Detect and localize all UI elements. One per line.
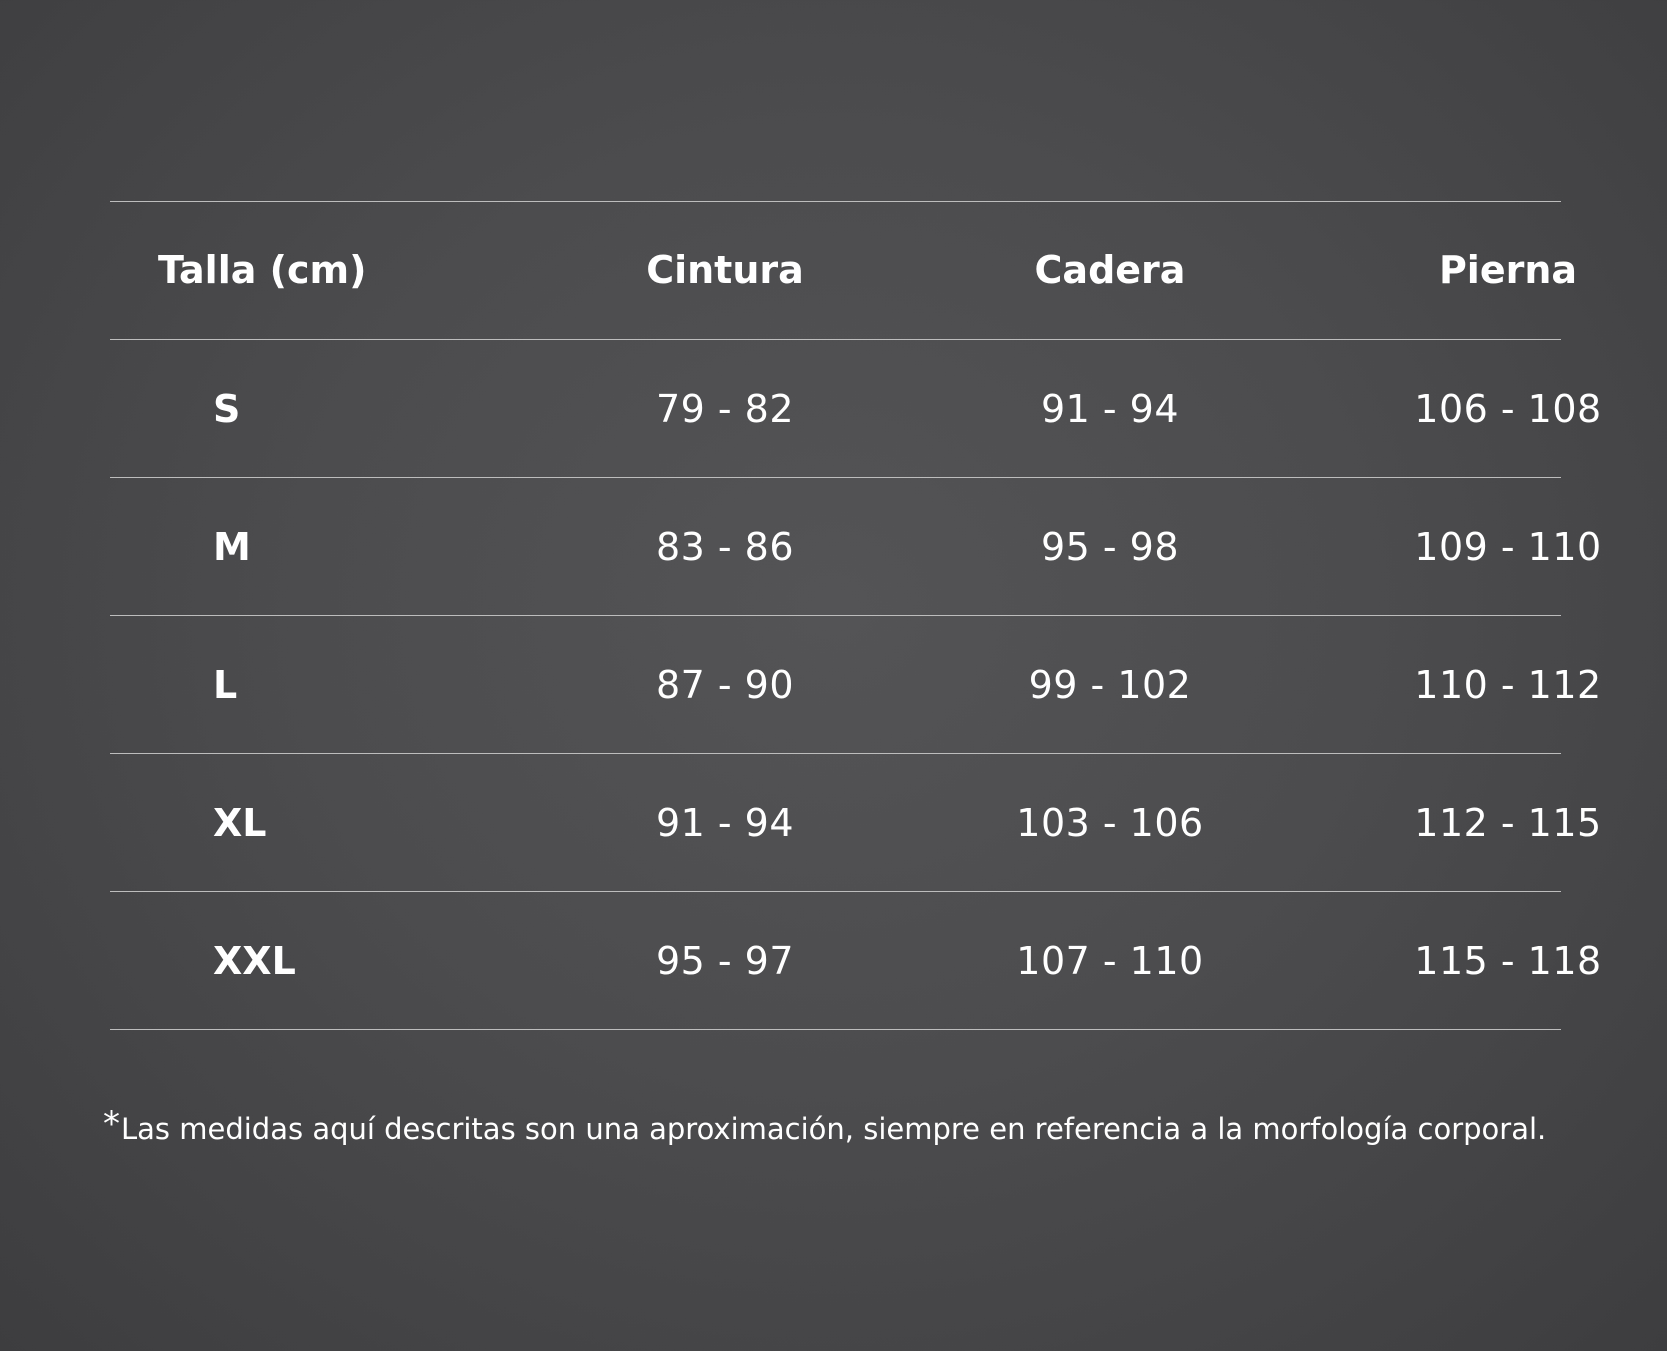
cintura-value: 87 - 90 [655,662,795,707]
cintura-value: 91 - 94 [655,800,795,845]
cadera-value: 95 - 98 [1040,524,1180,569]
pierna-value: 110 - 112 [1414,662,1602,707]
footnote [103,1104,1573,1146]
cadera-value: 107 - 110 [1016,938,1204,983]
cintura-value: 79 - 82 [655,386,795,431]
table-row [110,616,1602,754]
footnote-text: Las medidas aquí descritas son una aproximación, siempre en referencia a la morfología corporal. [121,1112,1547,1146]
header-cadera: Cadera [1034,248,1186,292]
header-talla: Talla (cm) [158,248,367,292]
footnote-marker: * [103,1104,120,1144]
table-row [110,478,1602,616]
size-label: M [213,524,251,569]
table-row [110,754,1602,892]
pierna-value: 106 - 108 [1414,386,1602,431]
cadera-value: 91 - 94 [1040,386,1180,431]
size-label: S [213,386,241,431]
size-label: XXL [213,938,296,983]
pierna-value: 112 - 115 [1414,800,1602,845]
size-chart-table [110,201,1602,1030]
cintura-value: 95 - 97 [655,938,795,983]
table-row [110,892,1602,1030]
cadera-value: 103 - 106 [1016,800,1204,845]
table-row [110,340,1602,478]
pierna-value: 115 - 118 [1414,938,1602,983]
header-pierna: Pierna [1438,248,1578,292]
header-cintura: Cintura [646,248,804,292]
cadera-value: 99 - 102 [1028,662,1192,707]
cintura-value: 83 - 86 [655,524,795,569]
size-label: XL [213,800,267,845]
size-label: L [213,662,238,707]
pierna-value: 109 - 110 [1414,524,1602,569]
table-header-row [110,201,1578,340]
